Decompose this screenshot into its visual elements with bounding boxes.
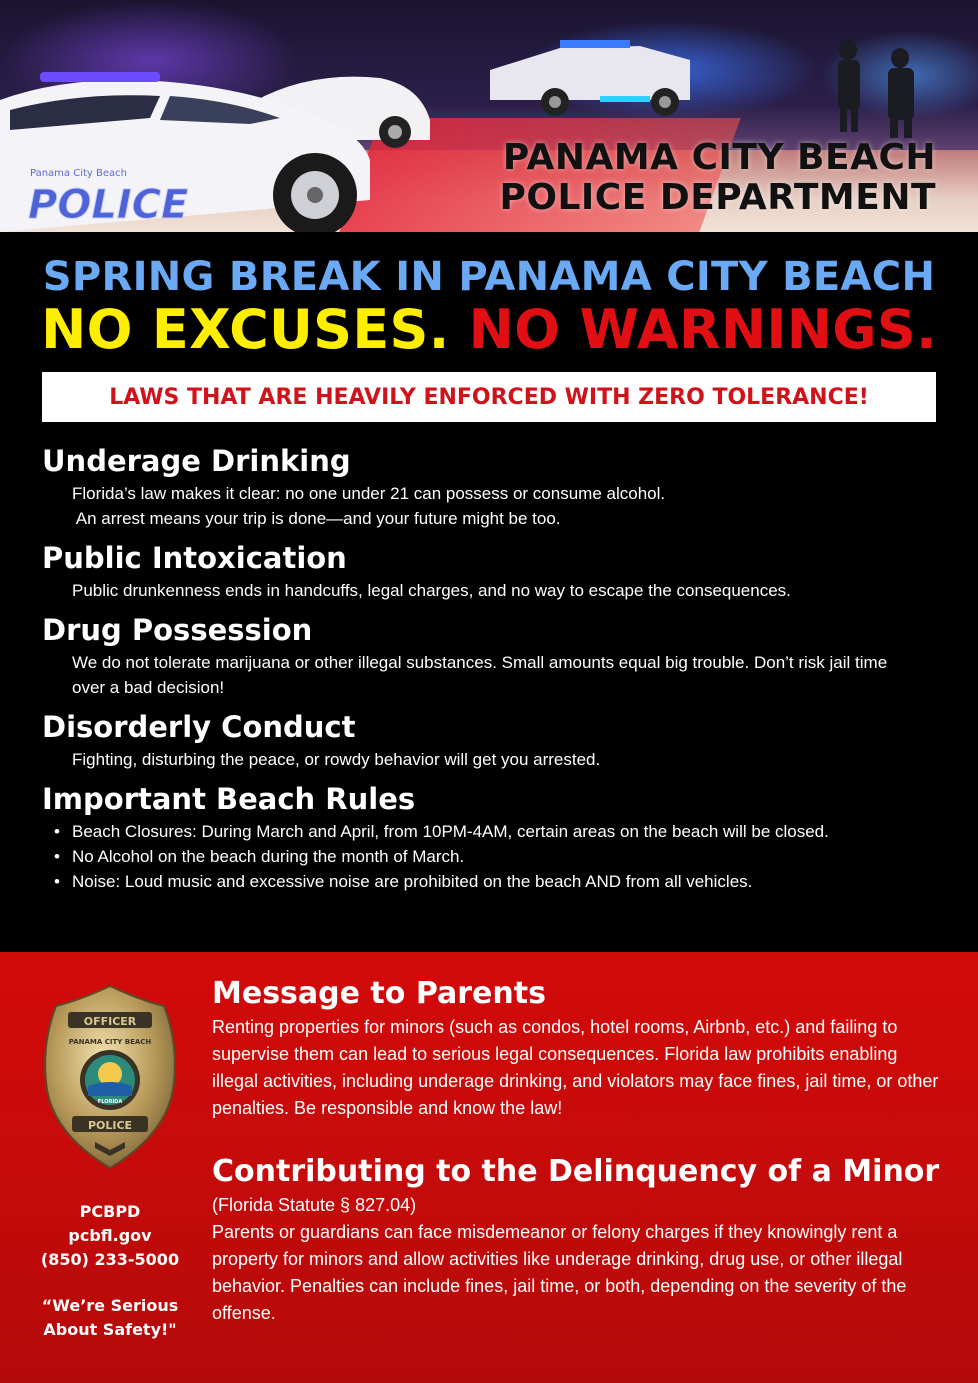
law-text: Public drunkenness ends in handcuffs, legal charges, and no way to escape the consequences. xyxy=(72,581,791,600)
no-warnings-text: NO WARNINGS. xyxy=(468,298,937,361)
messages-column xyxy=(212,974,942,1327)
law-drug-possession xyxy=(42,613,936,700)
spring-break-headline: SPRING BREAK IN PANAMA CITY BEACH xyxy=(42,254,936,300)
statute-reference: (Florida Statute § 827.04) xyxy=(212,1195,417,1215)
list-item: • Beach Closures: During March and April, from 10PM-4AM, certain areas on the beach will be closed. xyxy=(72,819,936,844)
footer-section xyxy=(0,952,978,1383)
law-heading: Underage Drinking xyxy=(42,444,351,478)
law-text: We do not tolerate marijuana or other illegal substances. Small amounts equal big trouble. Don’t risk jail time over a bad decision! xyxy=(72,653,888,697)
message-to-parents xyxy=(212,974,942,1122)
law-underage-drinking xyxy=(42,444,936,531)
law-heading: Drug Possession xyxy=(42,613,313,647)
svg-text:Panama City Beach: Panama City Beach xyxy=(30,168,127,179)
zero-tolerance-banner: LAWS THAT ARE HEAVILY ENFORCED WITH ZERO TOLERANCE! xyxy=(42,372,936,422)
beach-rules-heading: Important Beach Rules xyxy=(42,782,416,816)
delinquency-heading: Contributing to the Delinquency of a Minor xyxy=(212,1154,940,1189)
list-item: • No Alcohol on the beach during the month of March. xyxy=(72,844,936,869)
title-line-1: PANAMA CITY BEACH xyxy=(502,137,936,178)
delinquency-section xyxy=(212,1152,942,1327)
law-text: Florida’s law makes it clear: no one under 21 can possess or consume alcohol. An arrest means your trip is done—and your future might be too. xyxy=(72,484,666,528)
law-heading: Disorderly Conduct xyxy=(42,710,356,744)
people-silhouettes xyxy=(838,40,914,138)
law-public-intoxication xyxy=(42,541,936,603)
delinquency-body: Parents or guardians can face misdemeanor or felony charges if they knowingly rent a property for minors and allow activities like underage drinking, drug use, or other illegal behavior. Penalties can include fines, jail time, or both, depending on the severity of the offense. xyxy=(212,1222,907,1323)
badge-column xyxy=(30,982,190,1342)
list-item: • Noise: Loud music and excessive noise are prohibited on the beach AND from all vehicles. xyxy=(72,869,936,894)
beach-rules-list xyxy=(42,819,936,894)
svg-text:PANAMA CITY BEACH: PANAMA CITY BEACH xyxy=(68,1038,152,1046)
svg-text:POLICE: POLICE xyxy=(87,1119,133,1132)
laws-list xyxy=(0,422,978,894)
slogan: “We’re Serious About Safety!" xyxy=(41,1296,179,1339)
police-truck-icon xyxy=(490,40,690,116)
org-name: PCBPD xyxy=(79,1202,141,1221)
police-badge-icon xyxy=(40,982,180,1172)
svg-text:POLICE: POLICE xyxy=(28,182,189,228)
law-heading: Public Intoxication xyxy=(42,541,347,575)
beach-rules xyxy=(42,782,936,894)
website-link[interactable]: pcbfl.gov xyxy=(68,1226,152,1245)
title-line-2: POLICE DEPARTMENT xyxy=(499,177,936,218)
department-title xyxy=(499,138,936,218)
hero-image xyxy=(0,0,978,232)
parents-body: Renting properties for minors (such as condos, hotel rooms, Airbnb, etc.) and failing to supervise them can lead to serious legal consequences. Florida law prohibits enabling illegal activities, including underage drinking, and violators may face fines, jail time, or other penalties. Be responsible and know the law! xyxy=(212,1017,939,1118)
law-disorderly-conduct xyxy=(42,710,936,772)
no-excuses-text: NO EXCUSES. xyxy=(41,298,450,361)
no-excuses-headline xyxy=(0,300,978,360)
parents-heading: Message to Parents xyxy=(212,976,546,1011)
law-text: Fighting, disturbing the peace, or rowdy behavior will get you arrested. xyxy=(72,750,601,769)
main-section xyxy=(0,232,978,952)
svg-text:OFFICER: OFFICER xyxy=(83,1015,137,1028)
contact-info xyxy=(30,1200,190,1272)
phone-number[interactable]: (850) 233-5000 xyxy=(40,1250,180,1269)
svg-text:FLORIDA: FLORIDA xyxy=(97,1099,123,1105)
